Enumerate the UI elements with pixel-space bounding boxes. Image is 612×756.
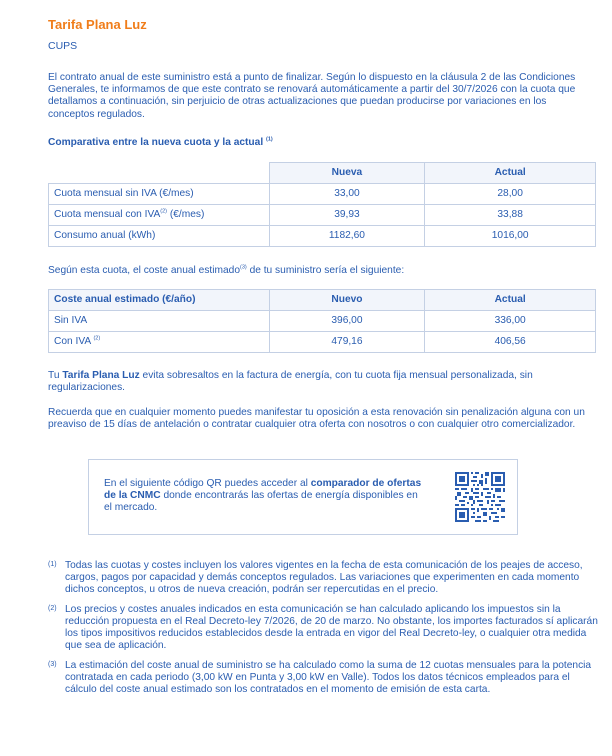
footnotes [48, 560, 598, 703]
qr-info-text [104, 478, 422, 515]
footnote-text: Los precios y costes anuales indicados en esta comunicación se han calculado aplicando los impuestos sin la reducción propuesta en el Real Decreto-ley 7/2026, de 20 de marzo. No obstante, los importes facturados sí aplicarán los tipos impositivos reducidos establecidos desde la entrada en vigor del Real Decreto-ley, o cualquier otra medida que sea de aplicación. [65, 603, 598, 652]
footnote [48, 660, 598, 697]
footnote [48, 560, 598, 597]
footnote-number: (2) [48, 604, 57, 612]
footnote-ref: (2) [93, 335, 101, 342]
cell-current: 406,56 [425, 332, 596, 353]
col-header-current: Actual [425, 163, 596, 184]
intro-paragraph: El contrato anual de este suministro está a punto de finalizar. Según lo dispuesto en la cláusula 2 de las Condiciones Generales, te informamos de que este contrato se renovará automáticamente a partir del 30/7/2026 con la cuota que detallamos a continuación, sin perjuicio de otras actualizaciones que puedan producirse por variaciones en los conceptos regulados. [48, 72, 576, 120]
row-label-suffix: (€/mes) [167, 208, 205, 220]
cell-new: 1182,60 [269, 226, 425, 247]
cell-current: 336,00 [425, 311, 596, 332]
cups-label: CUPS [48, 40, 78, 52]
cell-new: 39,93 [269, 205, 425, 226]
row-label-text: Sin IVA [54, 314, 88, 326]
table-row [49, 311, 596, 332]
table-row [49, 332, 596, 353]
empty-header-cell [49, 163, 270, 184]
recuerda-paragraph: Recuerda que en cualquier momento puedes manifestar tu oposición a esta renovación sin penalización alguna con un preaviso de 15 días de antelación o contratar cualquier otra oferta con nosotros o con cualquier otro comercializador. [48, 407, 585, 431]
row-label [49, 311, 270, 332]
row-label [49, 226, 270, 247]
qr-text-before: En el siguiente código QR puedes acceder al [104, 478, 311, 489]
row-label-text: Cuota mensual con IVA [54, 208, 161, 220]
annual-cost-table [48, 289, 596, 353]
tarifa-prefix: Tu [48, 370, 63, 381]
tarifa-rest: evita sobresaltos en la factura de energía, con tu cuota fija mensual personalizada, sin regularizaciones. [48, 370, 533, 394]
footnote [48, 604, 598, 653]
row-label-text: Cuota mensual sin IVA (€/mes) [54, 187, 194, 199]
row-label [49, 184, 270, 205]
qr-code-icon[interactable] [455, 472, 505, 522]
row-label-text: Con IVA [54, 335, 91, 347]
qr-info-box [88, 459, 518, 535]
qr-text-after: donde encontrarás las ofertas de energía disponibles en el mercado. [104, 490, 418, 514]
tarifa-paragraph [48, 370, 593, 394]
estimate-text-after: de tu suministro sería el siguiente: [246, 265, 405, 276]
footnote-text: Todas las cuotas y costes incluyen los valores vigentes en la fecha de esta comunicación de los peajes de acceso, cargos, pagos por capacidad y demás conceptos regulados. Las variaciones que experimenten en cada momento dichos conceptos, u otros de nueva creación, podrán ser repercutidas en el precio. [65, 560, 583, 596]
footnote-ref: (3) [240, 264, 247, 271]
estimate-text-before: Según esta cuota, el coste anual estimado [48, 265, 240, 276]
footnote-number: (3) [48, 660, 57, 668]
comparison-title [48, 137, 273, 149]
table-header-row [49, 163, 596, 184]
cell-current: 28,00 [425, 184, 596, 205]
page-title: Tarifa Plana Luz [48, 17, 147, 32]
cell-new: 479,16 [269, 332, 425, 353]
table-header-row [49, 290, 596, 311]
comparison-table [48, 162, 596, 247]
col-header-new: Nuevo [269, 290, 425, 311]
footnote-ref: (1) [266, 136, 273, 143]
cell-new: 396,00 [269, 311, 425, 332]
annual-header-label: Coste anual estimado (€/año) [49, 290, 270, 311]
cell-current: 1016,00 [425, 226, 596, 247]
table-row [49, 184, 596, 205]
row-label-text: Consumo anual (kWh) [54, 229, 156, 241]
tarifa-name: Tarifa Plana Luz [62, 370, 140, 381]
col-header-current: Actual [425, 290, 596, 311]
table-row [49, 226, 596, 247]
footnote-number: (1) [48, 561, 57, 568]
estimate-intro [48, 265, 404, 277]
comparison-title-text: Comparativa entre la nueva cuota y la actual [48, 137, 264, 148]
cell-new: 33,00 [269, 184, 425, 205]
cnmc-comparator-name: comparador de ofertas de la CNMC [104, 478, 422, 502]
row-label [49, 205, 270, 226]
footnote-ref: (2) [160, 208, 168, 215]
row-label [49, 332, 270, 353]
cell-current: 33,88 [425, 205, 596, 226]
footnote-text: La estimación del coste anual de suministro se ha calculado como la suma de 12 cuotas mensuales para la potencia contratada en cada periodo (3,00 kW en Punta y 3,00 kW en Valle). Todos los datos técnicos empleados para el cálculo del coste anual estimado son los contratados en el momento de emisión de esta carta. [65, 659, 592, 696]
col-header-new: Nueva [269, 163, 425, 184]
table-row [49, 205, 596, 226]
